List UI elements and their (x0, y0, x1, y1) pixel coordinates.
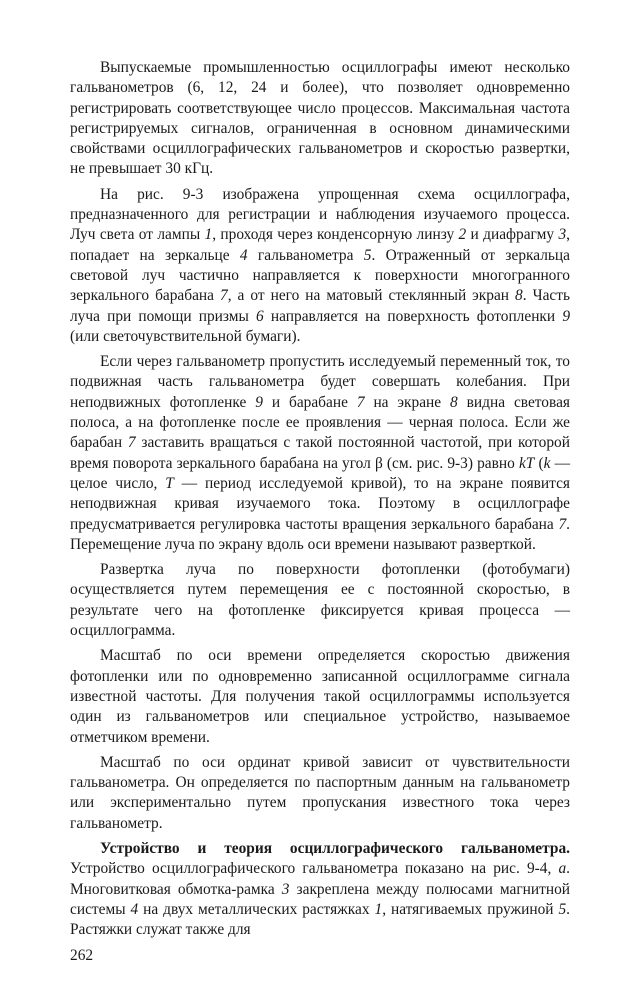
italic-reference: 3 (281, 880, 290, 898)
text-run: Масштаб по оси времени определяется скоростью движения фотопленки или по одновременно записанной осциллограмме сигнала известной частоты. Для получения такой осциллограммы используется один из гальванометров или специальное устройство, называемое отметчиком времени. (70, 647, 570, 746)
italic-reference: 9 (562, 307, 571, 325)
paragraph-sweep-photofilm (70, 560, 570, 641)
paragraph-galvanometer-oscillation (70, 352, 570, 555)
text-run: (или светочувствительной бумаги). (70, 327, 301, 345)
page-number: 262 (70, 947, 94, 964)
text-run: , попадает на зеркальце (70, 226, 570, 264)
text-run: видна световая полоса, а на фотопленке после ее проявления — черная полоса. Если же барабан (70, 393, 570, 452)
text-run: Развертка луча по поверхности фотопленки (фотобумаги) осуществляется путем перемещения ее с постоянной скоростью, в результате чего на фотопленке фиксируется кривая процесса — осциллограмма. (70, 561, 570, 640)
italic-reference: а (558, 860, 567, 878)
text-run: на экране (364, 393, 451, 411)
text-run: , а от него на матовый стеклянный экран (227, 287, 516, 305)
italic-reference: 7 (127, 434, 136, 452)
italic-reference: 9 (255, 393, 263, 411)
text-run: и диафрагму (466, 226, 559, 244)
italic-reference: k (543, 454, 551, 472)
text-run: , проходя через конденсорную линзу (212, 226, 459, 244)
text-run: гальванометра (247, 246, 364, 264)
text-run: заставить вращаться с такой постоянной частотой, при которой время поворота зеркального барабана на угол β (см. рис. 9-3) равно (70, 434, 570, 472)
text-run: . Растяжки служат также для (70, 900, 570, 939)
page-body (70, 58, 570, 945)
italic-reference: kT (518, 454, 535, 472)
italic-reference: T (165, 474, 174, 492)
paragraph-figure-9-3-description (70, 185, 570, 347)
italic-reference: 3 (558, 226, 567, 244)
paragraph-oscillographs-intro (70, 58, 570, 180)
italic-reference: 4 (130, 900, 139, 918)
text-run: — целое число, (70, 454, 570, 492)
text-run: направляется на поверхность фотопленки (263, 307, 563, 325)
text-run: Масштаб по оси ординат кривой зависит от чувствительности гальванометра. Он определяется по паспортным данным на гальванометр или экспериментально путем пропускания известного тока через гальванометр. (70, 753, 570, 832)
text-run: Устройство осциллографического гальванометра показано на рис. 9-4, (70, 860, 559, 878)
italic-reference: 4 (239, 246, 248, 264)
text-run: ( (534, 454, 544, 472)
text-run: Выпускаемые промышленностью осциллографы имеют несколько гальванометров (6, 12, 24 и более), что позволяет одновременно регистрировать соответствующее число процессов. Максимальная частота регистрируемых сигналов, ограниченная в основном динамическими свойствами осциллографических гальванометров и скоростью развертки, не превышает 30 кГц. (70, 59, 570, 178)
italic-reference: 6 (256, 307, 264, 325)
italic-reference: 7 (558, 515, 567, 533)
italic-reference: 8 (450, 393, 458, 411)
text-run: — период исследуемой кривой), то на экране появится неподвижная кривая изучаемого тока. Поэтому в осциллографе предусматривается регулировка частоты вращения зеркального барабана (70, 474, 570, 533)
italic-reference: 2 (458, 226, 467, 244)
italic-reference: 1 (374, 900, 383, 918)
text-run: . Многовитковая обмотка-рамка (70, 860, 570, 898)
text-run: . Отраженный от зеркальца световой луч частично направляется к поверхности многогранного зеркального барабана (70, 246, 571, 305)
paragraph-ordinate-scale (70, 753, 570, 834)
italic-reference: 8 (515, 287, 523, 305)
text-run: На рис. 9-3 изображена упрощенная схема осциллографа, предназначенного для регистрации и наблюдения изучаемого процесса. Луч света от лампы (70, 185, 570, 244)
italic-reference: 7 (356, 393, 365, 411)
section-heading-inline: Устройство и теория осциллографического гальванометра. (100, 839, 570, 857)
text-run: на двух металлических растяжках (138, 900, 375, 918)
paragraph-galvanometer-theory (70, 839, 570, 940)
text-run: закреплена между полюсами магнитной системы (70, 880, 570, 918)
text-run: . Часть луча при помощи призмы (70, 287, 570, 325)
paragraph-time-scale (70, 646, 570, 747)
text-run: . Перемещение луча по экрану вдоль оси времени называют разверткой. (70, 515, 570, 553)
italic-reference: 5 (363, 246, 372, 264)
text-run: Если через гальванометр пропустить исследуемый переменный ток, то подвижная часть гальванометра будет совершать колебания. При неподвижных фотопленке (70, 353, 570, 411)
text-run: и барабане (262, 393, 357, 411)
italic-reference: 1 (204, 226, 213, 244)
text-run: , натягиваемых пружиной (382, 900, 559, 918)
italic-reference: 7 (220, 287, 228, 305)
italic-reference: 5 (558, 900, 567, 918)
